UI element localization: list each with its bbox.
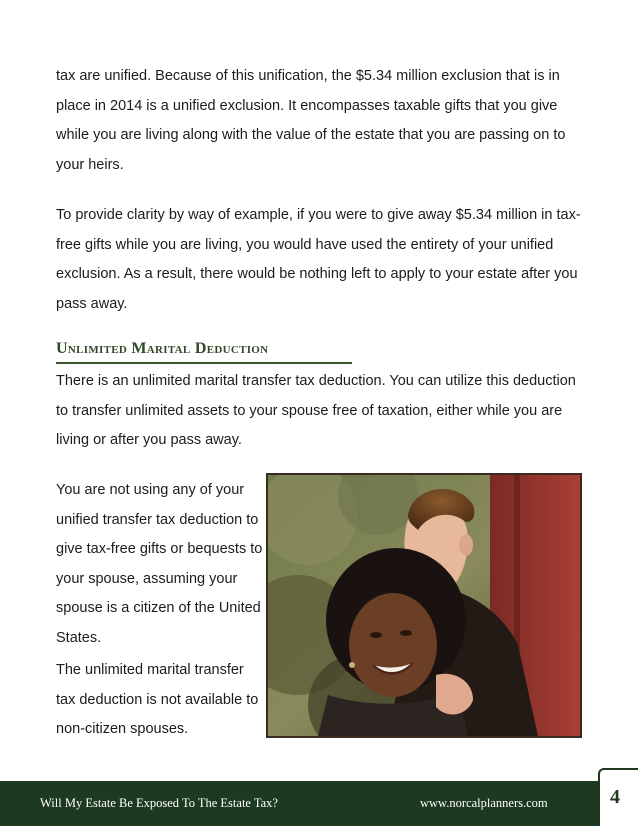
footer-title: Will My Estate Be Exposed To The Estate Tax? xyxy=(40,796,278,810)
body-paragraph: tax are unified. Because of this unification, the $5.34 million exclusion that is in place in 2014 is a unified exclusion. It encompasses taxable gifts that you give while you are living along with the value of the estate that you are passing on to your heirs. xyxy=(56,68,566,173)
section-heading: Unlimited Marital Deduction xyxy=(56,340,269,357)
couple-photo xyxy=(266,473,582,738)
page-number-tab xyxy=(598,768,638,826)
heading-underline xyxy=(56,362,352,364)
page-number: 4 xyxy=(610,786,620,808)
page-footer xyxy=(0,781,638,826)
body-paragraph: The unlimited marital transfer tax deduction is not available to non-citizen spouses. xyxy=(56,662,259,737)
body-paragraph: You are not using any of your unified transfer tax deduction to give tax-free gifts or bequests to your spouse, assuming your spouse is a citizen of the United States. xyxy=(56,482,263,646)
body-paragraph: To provide clarity by way of example, if you were to give away $5.34 million in tax-free gifts while you are living, you would have used the entirety of your unified exclusion. As a result, there would be nothing left to apply to your estate after you pass away. xyxy=(56,207,581,312)
body-paragraph: There is an unlimited marital transfer tax deduction. You can utilize this deduction to transfer unlimited assets to your spouse free of taxation, either while you are living or after you pass away. xyxy=(56,373,576,448)
couple-photo-illustration xyxy=(268,475,580,736)
footer-url[interactable]: www.norcalplanners.com xyxy=(420,796,548,810)
